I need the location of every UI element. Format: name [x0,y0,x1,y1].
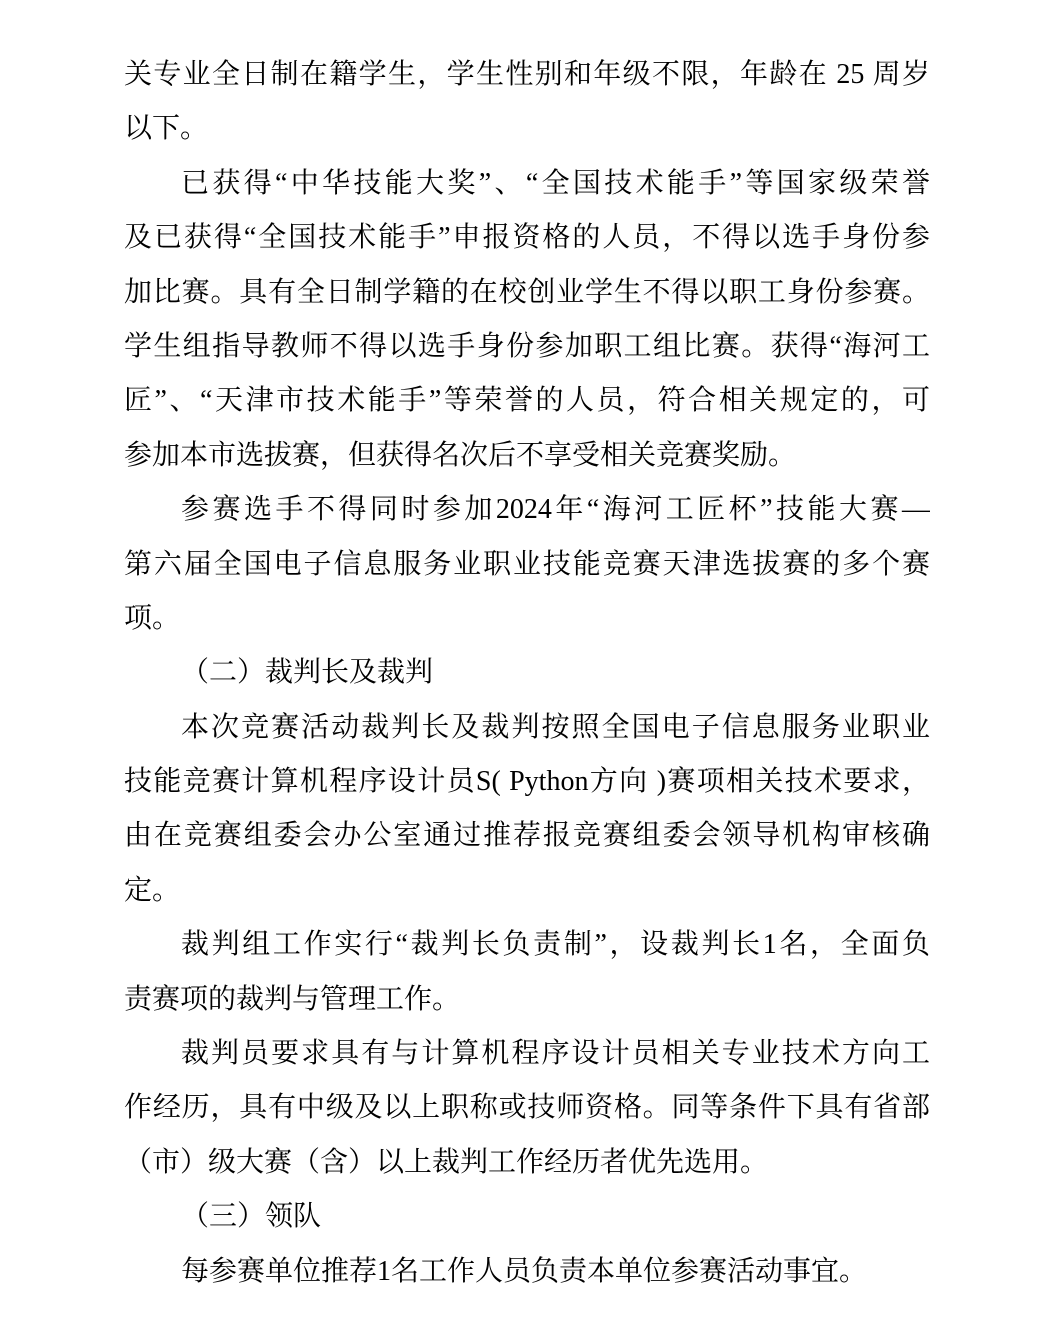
text-line: 项。 [124,602,181,634]
text-line: 学生组指导教师不得以选手身份参加职工组比赛。获得“海河工 [124,330,930,362]
text-line: 匠”、“天津市技术能手”等荣誉的人员，符合相关规定的，可 [124,385,930,417]
text-line: 本次竞赛活动裁判长及裁判按照全国电子信息服务业职业 [181,711,930,743]
text-line: 第六届全国电子信息服务业职业技能竞赛天津选拔赛的多个赛 [124,548,930,580]
text-line: 由在竞赛组委会办公室通过推荐报竞赛组委会领导机构审核确 [124,820,930,852]
text-line: 加比赛。具有全日制学籍的在校创业学生不得以职工身份参赛。 [124,276,930,308]
text-line: 作经历，具有中级及以上职称或技师资格。同等条件下具有省部 [124,1092,930,1124]
text-line: 每参赛单位推荐1名工作人员负责本单位参赛活动事宜。 [181,1255,868,1287]
text-line: 以下。 [124,113,209,145]
text-block [124,48,930,1299]
text-line: 裁判组工作实行“裁判长负责制”，设裁判长1名，全面负 [181,929,930,961]
text-line: 及已获得“全国技术能手”申报资格的人员，不得以选手身份参 [124,222,930,254]
text-line: 责赛项的裁判与管理工作。 [124,983,461,1015]
text-line: 裁判员要求具有与计算机程序设计员相关专业技术方向工 [181,1038,930,1070]
text-line: 参加本市选拔赛，但获得名次后不享受相关竞赛奖励。 [124,439,797,471]
section-heading: （三）领队 [181,1201,322,1233]
text-line: 关专业全日制在籍学生，学生性别和年级不限，年龄在 25 周岁 [124,59,930,90]
text-line: 定。 [124,874,181,906]
text-line: （市）级大赛（含）以上裁判工作经历者优先选用。 [124,1146,769,1178]
text-line: 技能竞赛计算机程序设计员S( Python方向 )赛项相关技术要求， [124,766,930,798]
text-line: 已获得“中华技能大奖”、“全国技术能手”等国家级荣誉 [181,167,930,199]
section-heading: （二）裁判长及裁判 [181,657,434,689]
text-line: 参赛选手不得同时参加2024年“海河工匠杯”技能大赛— [181,494,930,526]
